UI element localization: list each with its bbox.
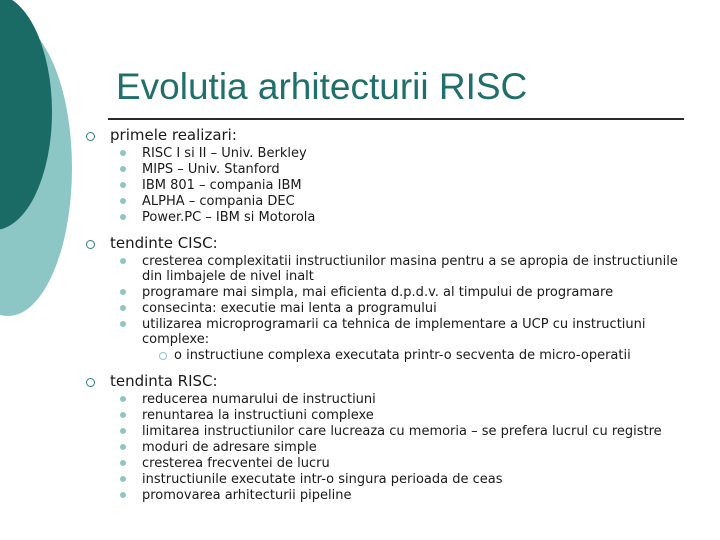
list-item: instructiunile executate intr-o singura perioada de ceas	[86, 471, 686, 487]
dot-bullet-icon	[120, 412, 126, 418]
dot-bullet-icon	[120, 166, 126, 172]
list-item: IBM 801 – compania IBM	[86, 177, 686, 193]
dot-bullet-icon	[120, 444, 126, 450]
dot-bullet-icon	[120, 476, 126, 482]
ring-bullet-icon	[159, 352, 167, 360]
title-divider	[108, 118, 684, 120]
list-item: cresterea complexitatii instructiunilor masina pentru a se apropia de instructiunile din limbajele de nivel inalt	[86, 253, 686, 284]
ring-bullet-icon	[86, 378, 95, 387]
dot-bullet-icon	[120, 150, 126, 156]
dot-bullet-icon	[120, 396, 126, 402]
list-item: consecinta: executie mai lenta a programului	[86, 300, 686, 316]
list-item: MIPS – Univ. Stanford	[86, 161, 686, 177]
list-item: programare mai simpla, mai eficienta d.p.d.v. al timpului de programare	[86, 284, 686, 300]
slide-title: Evolutia arhitecturii RISC	[116, 66, 528, 107]
dot-bullet-icon	[120, 305, 126, 311]
dot-bullet-icon	[120, 321, 126, 327]
list-item: ALPHA – compania DEC	[86, 193, 686, 209]
list-item: limitarea instructiunilor care lucreaza cu memoria – se prefera lucrul cu registre	[86, 423, 686, 439]
dot-bullet-icon	[120, 460, 126, 466]
dot-bullet-icon	[120, 214, 126, 220]
list-item: promovarea arhitecturii pipeline	[86, 487, 686, 503]
dot-bullet-icon	[120, 289, 126, 295]
list-item: Power.PC – IBM si Motorola	[86, 209, 686, 225]
dot-bullet-icon	[120, 428, 126, 434]
ring-bullet-icon	[86, 132, 95, 141]
list-item: RISC I si II – Univ. Berkley	[86, 145, 686, 161]
ring-bullet-icon	[86, 240, 95, 249]
section-heading: tendinta RISC:	[86, 372, 686, 391]
list-item: renuntarea la instructiuni complexe	[86, 407, 686, 423]
dot-bullet-icon	[120, 182, 126, 188]
sub-list-item: o instructiune complexa executata printr-o secventa de micro-operatii	[86, 347, 686, 363]
list-item: reducerea numarului de instructiuni	[86, 391, 686, 407]
section-heading: primele realizari:	[86, 126, 686, 145]
slide-content	[86, 123, 686, 503]
list-item: moduri de adresare simple	[86, 439, 686, 455]
dot-bullet-icon	[120, 492, 126, 498]
dot-bullet-icon	[120, 198, 126, 204]
section-heading: tendinte CISC:	[86, 234, 686, 253]
list-item: cresterea frecventei de lucru	[86, 455, 686, 471]
dot-bullet-icon	[120, 258, 126, 264]
list-item: utilizarea microprogramarii ca tehnica de implementare a UCP cu instructiuni complexe:	[86, 316, 686, 347]
